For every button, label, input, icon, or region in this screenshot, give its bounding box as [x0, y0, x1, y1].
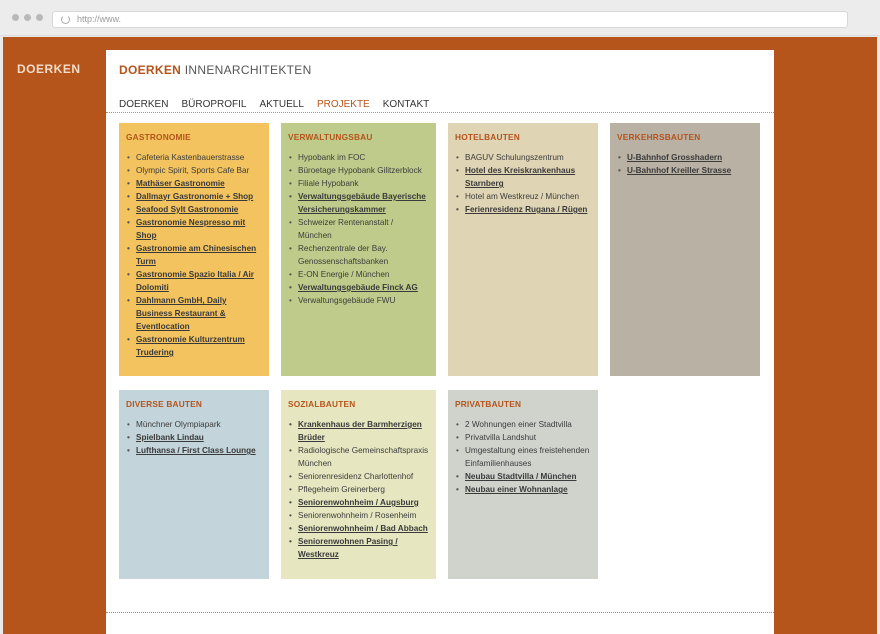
project-item: • Seniorenresidenz Charlottenhof [288, 470, 429, 483]
project-item: • Büroetage Hypobank Gilitzerblock [288, 164, 429, 177]
side-logo[interactable]: DOERKEN [17, 62, 81, 76]
category-title: GASTRONOMIE [126, 132, 191, 142]
reload-icon[interactable] [61, 15, 70, 24]
divider-top [106, 112, 774, 113]
project-link[interactable]: • Mathäser Gastronomie [126, 177, 262, 190]
project-link[interactable]: • Gastronomie Kulturzentrum Trudering [126, 333, 262, 359]
project-item: • Privatvilla Landshut [455, 431, 591, 444]
nav-item-doerken[interactable]: DOERKEN [119, 99, 169, 110]
project-link[interactable]: • Neubau einer Wohnanlage [455, 483, 591, 496]
brand-mark: DOERKEN [119, 63, 182, 77]
category-card-privatbauten [448, 390, 598, 579]
brand-suffix: INNENARCHITEKTEN [184, 63, 312, 77]
category-title: PRIVATBAUTEN [455, 399, 522, 409]
project-item: • Cafeteria Kastenbauerstrasse [126, 151, 262, 164]
project-link[interactable]: • Lufthansa / First Class Lounge [126, 444, 262, 457]
project-link[interactable]: • Gastronomie Nespresso mit Shop [126, 216, 262, 242]
project-list [126, 151, 262, 359]
project-list [126, 418, 262, 457]
project-item: • Hotel am Westkreuz / München [455, 190, 591, 203]
address-bar[interactable] [52, 11, 848, 28]
nav-item-projekte[interactable]: PROJEKTE [316, 99, 370, 110]
project-item: • Olympic Spirit, Sports Cafe Bar [126, 164, 262, 177]
project-item: • Seniorenwohnheim / Rosenheim [288, 509, 429, 522]
project-item: • Radiologische Gemeinschaftspraxis München [288, 444, 429, 470]
project-link[interactable]: • Gastronomie Spazio Italia / Air Dolomiti [126, 268, 262, 294]
project-link[interactable]: • Seniorenwohnen Pasing / Westkreuz [288, 535, 429, 561]
project-item: • BAGUV Schulungszentrum [455, 151, 591, 164]
project-link[interactable]: • Dahlmann GmbH, Daily Business Restaurant & Eventlocation [126, 294, 262, 333]
address-text: http://www. [77, 14, 122, 24]
project-list [288, 418, 429, 561]
project-link[interactable]: • Seniorenwohnheim / Augsburg [288, 496, 429, 509]
maximize-window-dot[interactable] [36, 14, 43, 21]
project-link[interactable]: • Krankenhaus der Barmherzigen Brüder [288, 418, 429, 444]
project-link[interactable]: • Verwaltungsgebäude Bayerische Versicherungskammer [288, 190, 429, 216]
project-link[interactable]: • Dallmayr Gastronomie + Shop [126, 190, 262, 203]
project-link[interactable]: • Neubau Stadtvilla / München [455, 470, 591, 483]
category-card-verwaltungsbau [281, 123, 436, 376]
category-title: VERKEHRSBAUTEN [617, 132, 701, 142]
project-link[interactable]: • Spielbank Lindau [126, 431, 262, 444]
category-title: VERWALTUNGSBAU [288, 132, 373, 142]
window-controls [12, 14, 43, 21]
project-link[interactable]: • Seniorenwohnheim / Bad Abbach [288, 522, 429, 535]
main-navigation [119, 99, 429, 110]
project-item: • Rechenzentrale der Bay. Genossenschaftsbanken [288, 242, 429, 268]
project-item: • Schweizer Rentenanstalt / München [288, 216, 429, 242]
project-item: • E-ON Energie / München [288, 268, 429, 281]
site-background [3, 37, 877, 634]
project-item: • Hypobank im FOC [288, 151, 429, 164]
nav-item-kontakt[interactable]: KONTAKT [382, 99, 430, 110]
project-item: • Münchner Olympiapark [126, 418, 262, 431]
nav-item-büroprofil[interactable]: BÜROPROFIL [181, 99, 247, 110]
category-title: SOZIALBAUTEN [288, 399, 356, 409]
close-window-dot[interactable] [12, 14, 19, 21]
project-list [455, 151, 591, 216]
minimize-window-dot[interactable] [24, 14, 31, 21]
project-link[interactable]: • U-Bahnhof Grosshadern [617, 151, 753, 164]
project-list [617, 151, 753, 177]
category-title: HOTELBAUTEN [455, 132, 520, 142]
content-page [106, 50, 774, 634]
category-title: DIVERSE BAUTEN [126, 399, 203, 409]
project-link[interactable]: • Hotel des Kreiskrankenhaus Starnberg [455, 164, 591, 190]
project-link[interactable]: • Gastronomie am Chinesischen Turm [126, 242, 262, 268]
category-card-verkehrsbauten [610, 123, 760, 376]
project-link[interactable]: • U-Bahnhof Kreiller Strasse [617, 164, 753, 177]
category-card-gastronomie [119, 123, 269, 376]
project-item: • 2 Wohnungen einer Stadtvilla [455, 418, 591, 431]
category-card-hotelbauten [448, 123, 598, 376]
project-item: • Verwaltungsgebäude FWU [288, 294, 429, 307]
brand-header[interactable] [119, 63, 312, 77]
project-item: • Umgestaltung eines freistehenden Einfamilienhauses [455, 444, 591, 470]
nav-item-aktuell[interactable]: AKTUELL [259, 99, 304, 110]
category-card-sozialbauten [281, 390, 436, 579]
category-card-diverse-bauten [119, 390, 269, 579]
project-list [288, 151, 429, 307]
project-list [455, 418, 591, 496]
project-item: • Pflegeheim Greinerberg [288, 483, 429, 496]
divider-bottom [106, 612, 774, 613]
project-link[interactable]: • Verwaltungsgebäude Finck AG [288, 281, 429, 294]
project-link[interactable]: • Seafood Sylt Gastronomie [126, 203, 262, 216]
browser-toolbar [0, 0, 880, 36]
project-link[interactable]: • Ferienresidenz Rugana / Rügen [455, 203, 591, 216]
project-item: • Filiale Hypobank [288, 177, 429, 190]
